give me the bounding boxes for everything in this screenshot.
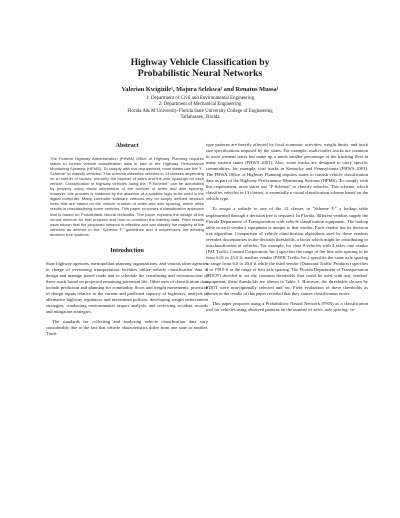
affiliation-1: 1: Department of Civil and Environmental Engineering xyxy=(145,96,255,101)
intro-paragraph-1: State highway agencies, metropolitan planning organizations, and various other agencies in charge of overseeing transportation facilities utilize vehicle classification data to design and manage paved roads and to schedule the resurfacing and reconstruction of these roads based on projected remaining pavement life. Other uses of classification data include prediction and planning for commodity flows and freight movements, provision of design inputs relative to the current and predicted capacity of highways, analysis of alternative highway regulatory and investment policies, developing weight enforcement strategies; conducting environmental impact analysis, and reviewing accident records and mitigation strategies. xyxy=(46,260,208,315)
affiliation-2: 2: Department of Mechanical Engineering xyxy=(158,102,242,108)
affiliations xyxy=(0,96,400,121)
abstract-heading: Abstract xyxy=(115,142,139,149)
right-column xyxy=(206,142,368,313)
introduction-heading: Introduction xyxy=(110,246,144,254)
author-list: Valerian Kwigizile¹, Majura Selekwa² and Renatus Mussa¹ xyxy=(121,86,279,93)
affiliation-4: Tallahassee, Florida xyxy=(180,114,220,120)
affiliation-3: Florida A& M University-Florida State University College of Engineering xyxy=(127,108,273,114)
title-line-1: Highway Vehicle Classification by xyxy=(130,57,270,68)
abstract-text: The Federal Highway Administration (FHWA) Office of Highway Planning requires states to furnish vehicle classification data in part of the Highway Performance Monitoring Systems (HPMS). To comply with this requirement, most states use the "F-Scheme" to classify vehicles. This scheme classifies vehicles in 13 classes depending on a number of factors, primarily the number of axles and the axle spacings on each vehicle. Classification of highway vehicles using the "F-Scheme" can be automated by properly using visual information of the number of axles and axle spacing; however, this process is hindered by the absence of a suitable logic to be used in the digital computer. Many computer software vendors rely on simply defined decision trees that are based on the vehicle number of axles and axle spacing, which often results in misclassifying some vehicles. This paper proposes a classification approach that is based on Probabilistic Neural Networks. The paper explains the design of the neural network for that purpose and how to condition the training data. Field results have shown that the proposed network is effective and can classify the majority of the vehicles as defined in the "Scheme F" guidelines and it outperforms the existing decision tree systems. xyxy=(50,156,204,237)
body-paragraph-2: To assign a vehicle to one of the 13 classes in "Scheme F," a lookup table implemented through a decision tree is required. In Florida, different vendors supply the Florida Department of Transportation with vehicle classification equipment. The lookup table in each vendor's equipment is unique to that vendor. Each vendor has its decision tree algorithm. Comparison of vehicle classification algorithms used by these vendors revealed discrepancies in the decision thresholds, a factor which might be contributing to misclassification of vehicles. For example, for class 8 vehicles with 4 axles, one vendor (PAT Traffic Control Corporation, Inc.) specifies the range of the first axle spacing to be from 6.01 to 23.0 ft, another vendor (PEEK Traffic Inc.) specifies the same axle spacing to range from 6.0 to 20.0 ft while the third vendor (Diamond Traffic Products) specifies 0 to 199.9 ft as the range of first axle spacing. The Florida Department of Transportation (FDOT) decided to set the common thresholds that could be used with any vendors' equipment; these thresholds are shown in Table 1. However, the thresholds chosen by FDOT were non-optimally selected and set. Field evaluation of these thresholds as shown in the results of this paper revealed that they causes classification errors. xyxy=(206,206,368,297)
intro-paragraph-2: The standards for collecting and analyzing vehicle classification data vary considerably due to the fact that vehicle characteristics differ from one state to another. Truck xyxy=(46,319,208,337)
paper-title xyxy=(0,57,400,79)
body-paragraph-3: This paper proposes using a Probabilistic Neural Network (PNN) as a classification tool for vehicles using observed patterns on the number of axles, axle spacing, ve- xyxy=(206,301,368,313)
title-line-2: Probabilistic Neural Networks xyxy=(137,68,263,79)
left-column xyxy=(46,142,208,337)
body-paragraph-1: type patterns are heavily affected by local economic activities, weight limits, and truck size specifications imposed by the states. For example, multi-trailer trucks are common in most western states but make up a much smaller percentage of the trucking fleet in many eastern states (FHWA 2001). Also, some trucks are designed to carry specific commodities; for example, coal trucks in Kentucky and Pennsylvania (FHWA 2001). The FHWA Office of Highway Planning requires states to furnish vehicle classification data as part of the Highway Performance Monitoring Systems (HPMS). To comply with this requirement, most states use "F-Scheme" to classify vehicles. This scheme, which classifies vehicles in 13 classes, is essentially a visual classification scheme based on the vehicle type. xyxy=(206,142,368,202)
